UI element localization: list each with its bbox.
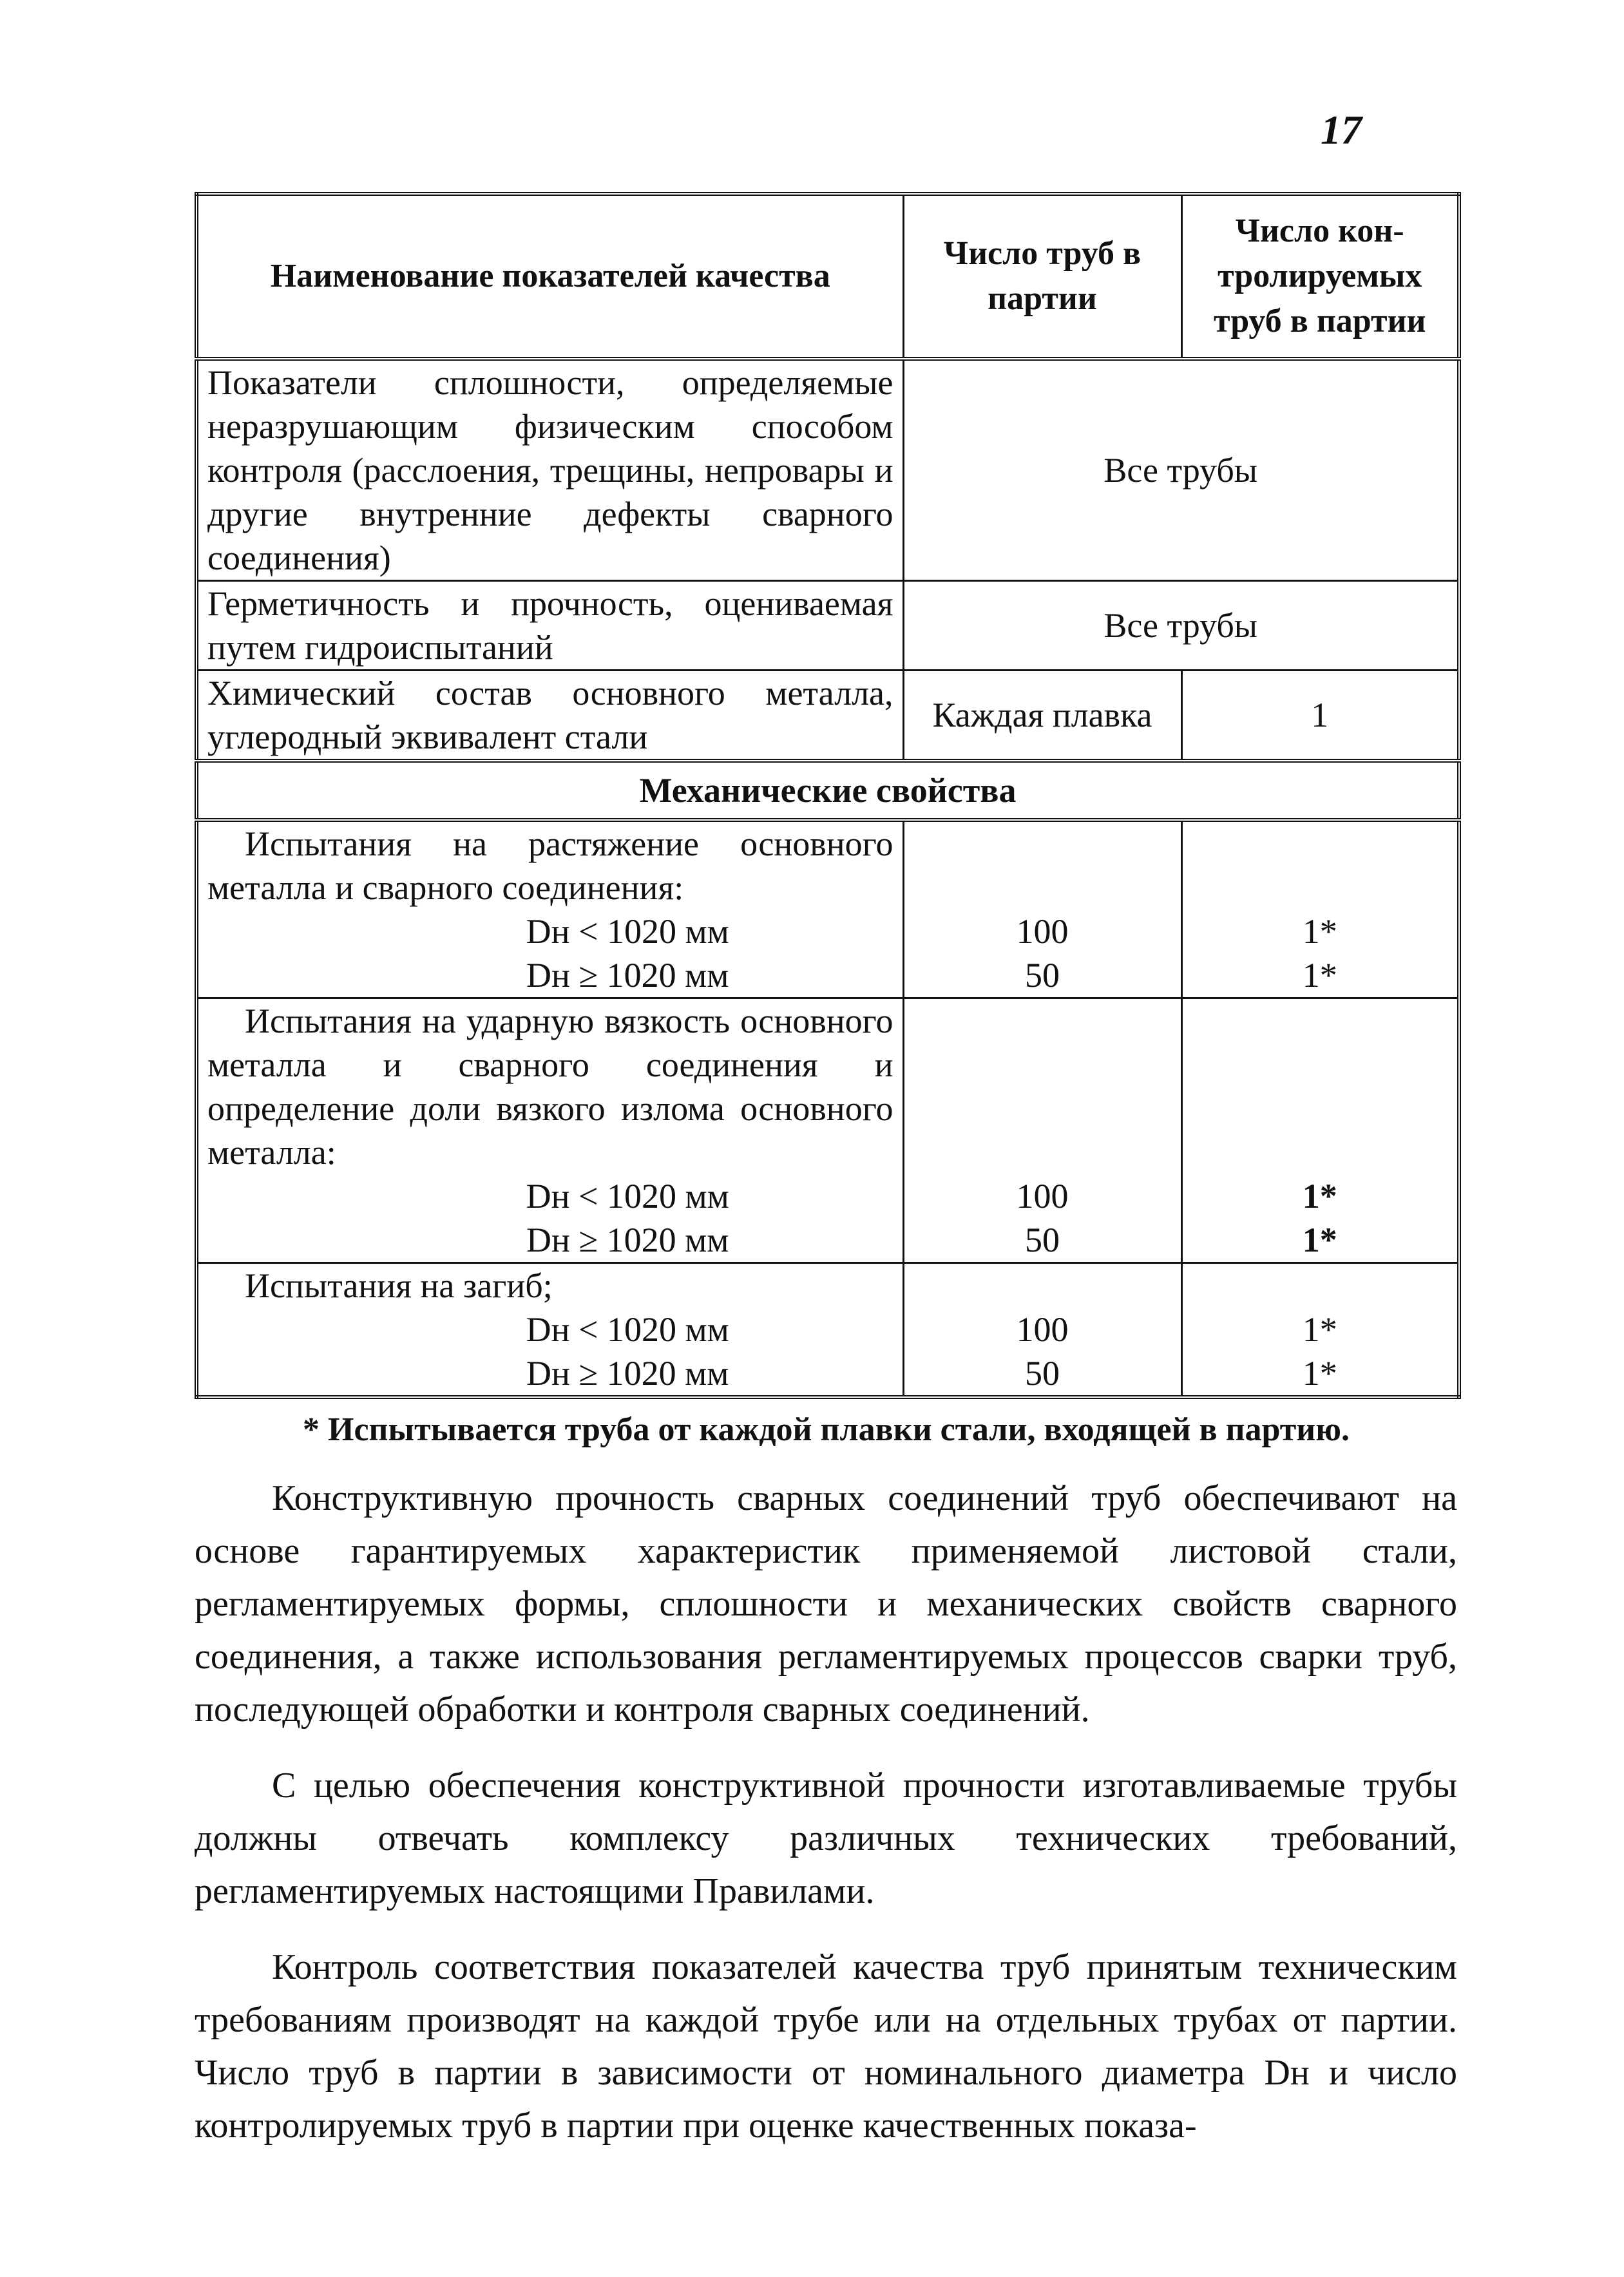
row-col2-value: 50: [1025, 1221, 1060, 1259]
header-col3-line: тролируемых: [1218, 258, 1422, 294]
row-col2-value: 50: [1025, 956, 1060, 995]
row-col2-value: 100: [1016, 1177, 1069, 1215]
table-row: [196, 581, 1459, 671]
row-description: Испытания на загиб;: [245, 1266, 553, 1305]
row-col3-cell: [1181, 820, 1459, 998]
row-col2-cell: [903, 1263, 1181, 1398]
row-merged-value: Все трубы: [903, 581, 1459, 671]
row-col3-value: 1*: [1302, 1177, 1337, 1215]
header-col2-line: партии: [988, 280, 1097, 317]
quality-table: [195, 192, 1461, 1399]
body-text: [195, 1472, 1457, 2152]
row-description: Испытания на ударную вязкость основного металла и сварного соединения и определение доли вязкого излома основного металла:: [207, 1002, 893, 1172]
row-col2-value: Каждая плавка: [903, 671, 1181, 761]
page-number: 17: [1321, 107, 1362, 153]
row-col3-cell: [1181, 1263, 1459, 1398]
section-row: [196, 761, 1459, 820]
row-col2-value: 50: [1025, 1354, 1060, 1393]
row-sub-label: Dн < 1020 мм: [526, 1310, 729, 1349]
header-col3-line: труб в партии: [1214, 303, 1426, 339]
paragraph: С целью обеспечения конструктивной прочности изготавливаемые трубы должны отвечать комплексу различных технических требований, регламентируемых настоящими Правилами.: [195, 1766, 1457, 1911]
row-description: Химический состав основного металла, углеродный эквивалент стали: [196, 671, 903, 761]
row-col3-value: 1: [1181, 671, 1459, 761]
row-col3-value: 1*: [1302, 1354, 1337, 1393]
table-footnote: * Испытывается труба от каждой плавки стали, входящей в партию.: [303, 1411, 1350, 1448]
row-sub-label: Dн < 1020 мм: [526, 1177, 729, 1215]
row-col3-value: 1*: [1302, 1221, 1337, 1259]
table-row: [196, 671, 1459, 761]
paragraph: Конструктивную прочность сварных соединений труб обеспечивают на основе гарантируемых характеристик применяемой листовой стали, регламентируемых формы, сплошности и механических свойств сварного соединения, а также использования регламентируемых процессов сварки труб, последующей обработки и контроля сварных соединений.: [195, 1478, 1457, 1729]
row-col2-value: 100: [1016, 912, 1069, 951]
row-description-cell: [196, 1263, 903, 1398]
row-col2-cell: [903, 998, 1181, 1263]
row-sub-label: Dн ≥ 1020 мм: [526, 956, 729, 995]
row-col2-cell: [903, 820, 1181, 998]
table-row: [196, 820, 1459, 998]
row-col3-value: 1*: [1302, 912, 1337, 951]
row-description: Герметичность и прочность, оцениваемая путем гидроиспытаний: [196, 581, 903, 671]
row-sub-label: Dн ≥ 1020 мм: [526, 1221, 729, 1259]
paragraph: Контроль соответствия показателей качества труб принятым техническим требованиям производят на каждой трубе или на отдельных трубах от партии. Число труб в партии в зависимости от номинального диаметра Dн и число контролируемых труб в партии при оценке качественных показа-: [195, 1947, 1457, 2146]
row-description: Испытания на растяжение основного металла и сварного соединения:: [207, 824, 893, 907]
row-sub-label: Dн < 1020 мм: [526, 912, 729, 951]
row-description-cell: [196, 998, 903, 1263]
row-col2-value: 100: [1016, 1310, 1069, 1349]
row-col3-value: 1*: [1302, 1310, 1337, 1349]
row-sub-label: Dн ≥ 1020 мм: [526, 1354, 729, 1393]
header-col2-line: Число труб в: [943, 235, 1142, 272]
header-quality-indicators: Наименование показателей качества: [196, 194, 903, 359]
table-row: [196, 998, 1459, 1263]
header-controlled-pipes: [1181, 194, 1459, 359]
row-col3-value: 1*: [1302, 956, 1337, 995]
row-description-cell: [196, 820, 903, 998]
row-description: Показатели сплошности, определяемые неразрушающим физическим способом контроля (расслоения, трещины, непровары и другие внутренние дефекты сварного соединения): [196, 359, 903, 581]
row-col3-cell: [1181, 998, 1459, 1263]
header-pipes-in-batch: [903, 194, 1181, 359]
table-header-row: [196, 194, 1459, 359]
header-col3-line: Число кон-: [1235, 213, 1404, 249]
table-row: [196, 1263, 1459, 1398]
section-title: Механические свойства: [196, 761, 1459, 820]
table-row: [196, 359, 1459, 581]
row-merged-value: Все трубы: [903, 359, 1459, 581]
